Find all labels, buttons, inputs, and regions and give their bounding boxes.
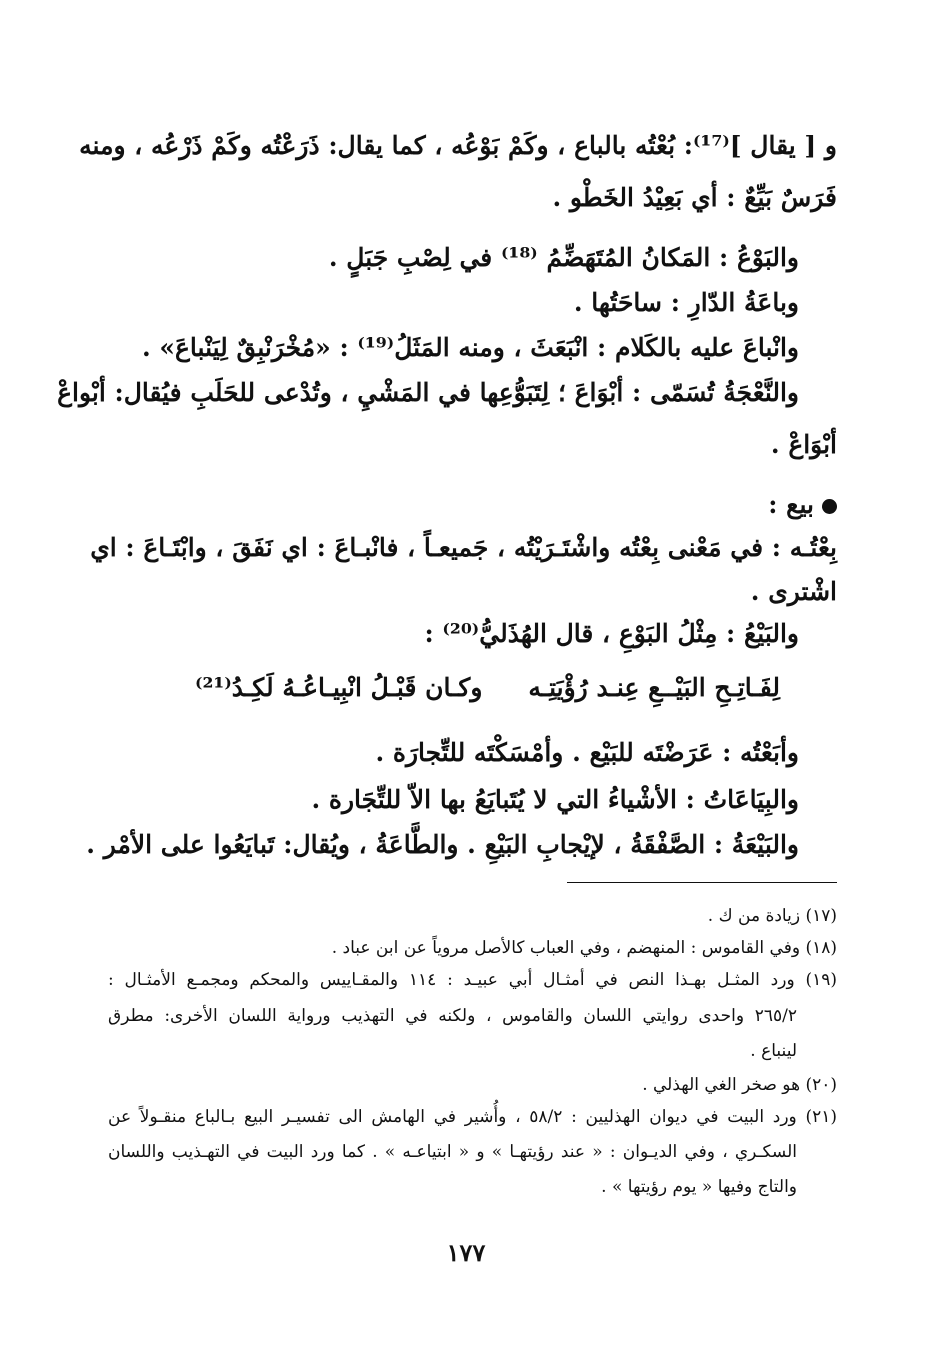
- footnote-continuation: والتاج وفيها « يوم رؤيتها » .: [601, 1177, 797, 1197]
- paragraph-line: أبْوَاعْ .: [770, 430, 837, 459]
- footnote-divider: [567, 882, 837, 883]
- paragraph-line: وباعَةُ الدّارِ : ساحَتُها .: [573, 288, 799, 317]
- footnote: (١٩) ورد المثـل بهـذا النص في أمثـال أبي عبيـد : ١١٤ والمقـاييس والمحكم ومجمـع الأمثـال :: [108, 970, 837, 990]
- paragraph-line: والنَّعْجَةُ تُسَمّى : أبْوَاعَ ؛ لِتَبَوُّعِها في المَشْيِ ، وتُدْعى للحَلَبِ فيُقال: أبْواعْ: [57, 378, 799, 407]
- footnote: (٢١) ورد البيت في ديوان الهذليين : ٥٨/٢ ، وأُشير في الهامش الى تفسيـر البيع بـالباع منقـولاً عن: [108, 1107, 837, 1127]
- entry-line: بِعْتُـه : في مَعْنى بِعْتُه واشْتَـرَيْتُه ، جَميعـاً ، فانْبـاعَ : اي نَفَقَ ، وابْتَـاعَ : اي: [90, 533, 837, 562]
- paragraph-line: وانْباعَ عليه بالكَلام : انْبَعَثَ ، ومنه المَثَلُ⁽¹⁹⁾ : «مُخْرَنْبِقٌ لِيَنْباعَ» .: [141, 333, 799, 362]
- footnote-continuation: السكـري ، وفي الديـوان : « عند رؤيتهـا » و « ابتياعـه » . كما ورد البيت في التهـذيب واللسان: [108, 1142, 797, 1162]
- entry-line: والبِيَاعَاتُ : الأشْياءُ التي لا يُتَبايَعُ بها الاّ للتِّجَارة .: [311, 785, 799, 814]
- entry-line: وأبَعْتُه : عَرَضْتَه للبَيْع . وأمْسَكْتَه للتِّجارَة .: [375, 738, 799, 767]
- page-number: ١٧٧: [446, 1238, 486, 1267]
- footnote-continuation: لينباع .: [750, 1041, 797, 1061]
- footnote: (١٧) زيادة من ك .: [707, 906, 837, 926]
- footnote: (٢٠) هو صخر الغي الهذلي .: [642, 1075, 837, 1095]
- entry-line: اشْترى .: [750, 577, 837, 606]
- paragraph-line: و [ يقال ]⁽¹⁷⁾: بُعْتُه بالباع ، وكَمْ بَوْعُه ، كما يقال: ذَرَعْتُه وكَمْ ذَرْعُه ، ومنه: [79, 131, 837, 160]
- footnote-continuation: ٢٦٥/٢ واحدى روايتي اللسان والقاموس ، ولكنه في التهذيب ورواية اللسان الأخرى: مطرق: [108, 1006, 797, 1026]
- bullet-icon: [822, 499, 837, 514]
- entry-heading: بيع :: [110, 485, 837, 525]
- entry-line: والبَيْعَةُ : الصَّفْقَةُ ، لإيْجابِ البَيْعِ . والطَّاعَةُ ، ويُقال: تَبايَعُوا على الأمْر .: [86, 830, 799, 859]
- verse-hemistich-left: وكـان قَبْـلُ انْبِيـاعُـهُ لَكِـدُ⁽²¹⁾: [195, 673, 483, 702]
- entry-line: والبَيْعُ : مِثْلُ البَوْعِ ، قال الهُذَليُّ⁽²⁰⁾ :: [424, 619, 799, 648]
- verse-hemistich-right: لِفَـاتِـحِ البَيْــعِ عِنـد رُؤْيَتِـه: [528, 673, 780, 702]
- paragraph-line: والبَوْعُ : المَكانُ المُتَهَضِّمُ ⁽¹⁸⁾ في لِصْبِ جَبَلٍ .: [328, 243, 799, 272]
- paragraph-line: فَرَسٌ بَيِّعٌ : أي بَعِيْدُ الخَطْو .: [552, 183, 837, 212]
- footnote: (١٨) وفي القاموس : المنهضم ، وفي العباب كالأصل مروياً عن ابن عباد .: [331, 938, 837, 958]
